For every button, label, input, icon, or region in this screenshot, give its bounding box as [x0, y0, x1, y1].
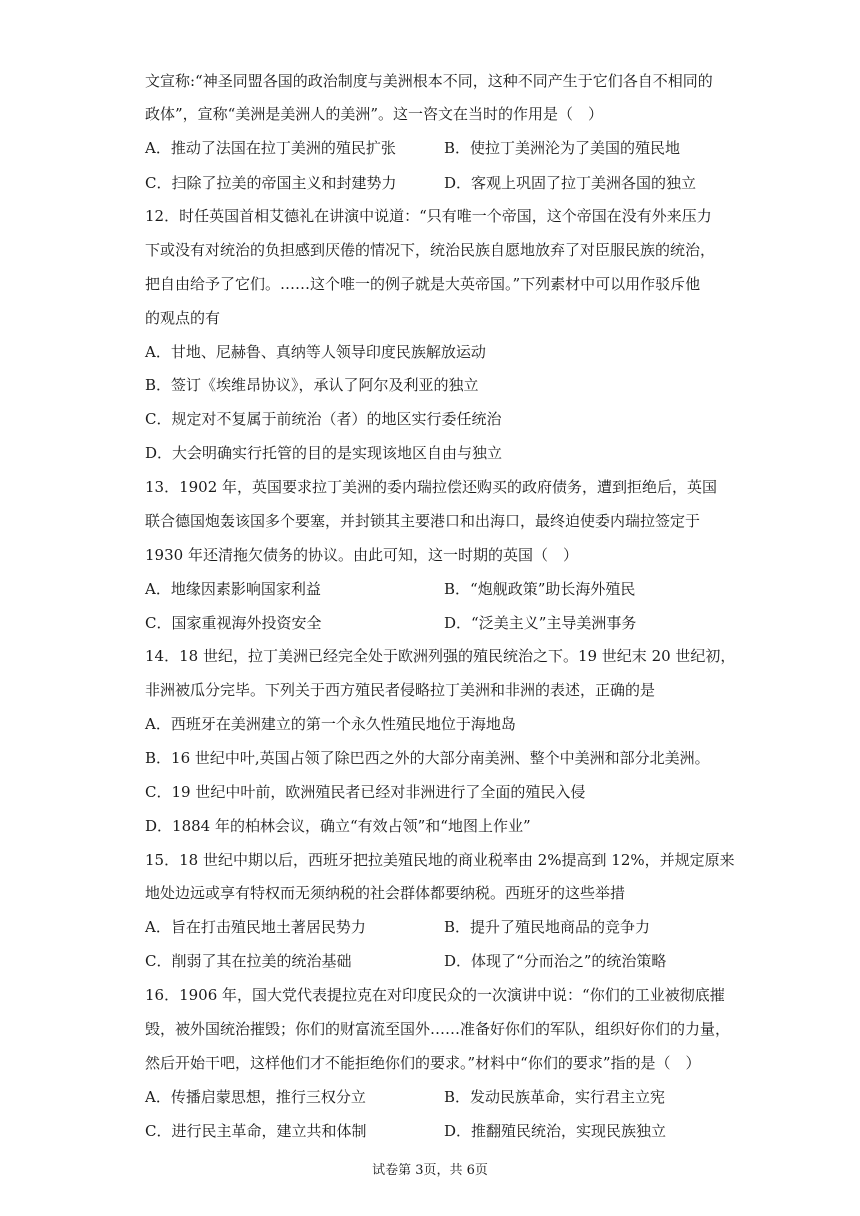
q16-option-b: B．发动民族革命，实行君主立宪	[444, 1088, 666, 1106]
q12-stem-line-2: 下或没有对统治的负担感到厌倦的情况下，统治民族自愿地放弃了对臣服民族的统治，	[145, 241, 716, 259]
q15-option-b: B．提升了殖民地商品的竞争力	[444, 918, 651, 936]
q12-option-d: D．大会明确实行托管的目的是实现该地区自由与独立	[145, 444, 503, 462]
q13-option-d: D．“泛美主义”主导美洲事务	[444, 614, 637, 632]
q16-stem-line-3: 然后开始干吧，这样他们才不能拒绝你们的要求。”材料中“你们的要求”指的是（ ）	[145, 1054, 701, 1072]
q16-option-c: C．进行民主革命，建立共和体制	[145, 1122, 367, 1140]
q11-option-c: C．扫除了拉美的帝国主义和封建势力	[145, 174, 397, 192]
q15-option-d: D．体现了“分而治之”的统治策略	[444, 952, 667, 970]
q12-stem-line-4: 的观点的有	[145, 309, 221, 327]
q13-stem-line-3: 1930 年还清拖欠债务的协议。由此可知，这一时期的英国（ ）	[145, 546, 578, 564]
q14-option-b: B．16 世纪中叶,英国占领了除巴西之外的大部分南美洲、整个中美洲和部分北美洲。	[145, 749, 710, 767]
q14-stem-line-1: 14．18 世纪，拉丁美洲已经完全处于欧洲列强的殖民统治之下。19 世纪末 20 世纪初，	[145, 647, 736, 665]
q15-option-c: C．削弱了其在拉美的统治基础	[145, 952, 352, 970]
q15-option-a: A．旨在打击殖民地土著居民势力	[145, 918, 366, 936]
page-footer: 试卷第 3页，共 6页	[372, 1163, 488, 1178]
q11-option-d: D．客观上巩固了拉丁美洲各国的独立	[444, 174, 697, 192]
q15-stem-line-2: 地处边远或享有特权而无须纳税的社会群体都要纳税。西班牙的这些举措	[145, 884, 626, 902]
q14-option-d: D．1884 年的柏林会议，确立“有效占领”和“地图上作业”	[145, 817, 531, 835]
q11-option-a: A．推动了法国在拉丁美洲的殖民扩张	[145, 139, 396, 157]
q11-text-line-1: 文宣称:“神圣同盟各国的政治制度与美洲根本不同，这种不同产生于它们各自不相同的	[145, 72, 713, 90]
q16-option-a: A．传播启蒙思想，推行三权分立	[145, 1088, 366, 1106]
q13-option-a: A．地缘因素影响国家利益	[145, 580, 321, 598]
q16-stem-line-1: 16．1906 年，国大党代表提拉克在对印度民众的一次演讲中说：“你们的工业被彻底摧	[145, 986, 725, 1004]
q12-option-b: B．签订《埃维昂协议》，承认了阿尔及利亚的独立	[145, 376, 479, 394]
q13-option-c: C．国家重视海外投资安全	[145, 614, 322, 632]
q13-stem-line-2: 联合德国炮轰该国多个要塞，并封锁其主要港口和出海口，最终迫使委内瑞拉签定于	[145, 512, 701, 530]
q14-stem-line-2: 非洲被瓜分完毕。下列关于西方殖民者侵略拉丁美洲和非洲的表述，正确的是	[145, 681, 656, 699]
q16-option-d: D．推翻殖民统治，实现民族独立	[444, 1122, 667, 1140]
q12-option-a: A．甘地、尼赫鲁、真纳等人领导印度民族解放运动	[145, 343, 486, 361]
q11-text-line-2: 政体”，宣称“美洲是美洲人的美洲”。这一咨文在当时的作用是（ ）	[145, 105, 604, 123]
q12-stem-line-3: 把自由给予了它们。……这个唯一的例子就是大英帝国。”下列素材中可以用作驳斥他	[145, 275, 701, 293]
q13-stem-line-1: 13．1902 年，英国要求拉丁美洲的委内瑞拉偿还购买的政府债务，遭到拒绝后，英国	[145, 478, 718, 496]
q11-option-b: B．使拉丁美洲沦为了美国的殖民地	[444, 139, 681, 157]
q15-stem-line-1: 15．18 世纪中期以后，西班牙把拉美殖民地的商业税率由 2%提高到 12%，并规定原来	[145, 851, 735, 869]
q16-stem-line-2: 毁，被外国统治摧毁；你们的财富流至国外……准备好你们的军队，组织好你们的力量，	[145, 1020, 731, 1038]
q14-option-c: C．19 世纪中叶前，欧洲殖民者已经对非洲进行了全面的殖民入侵	[145, 783, 586, 801]
q13-option-b: B．“炮舰政策”助长海外殖民	[444, 580, 636, 598]
q12-stem-line-1: 12．时任英国首相艾德礼在讲演中说道：“只有唯一个帝国，这个帝国在没有外来压力	[145, 207, 712, 225]
q12-option-c: C．规定对不复属于前统治（者）的地区实行委任统治	[145, 410, 502, 428]
q14-option-a: A．西班牙在美洲建立的第一个永久性殖民地位于海地岛	[145, 715, 516, 733]
